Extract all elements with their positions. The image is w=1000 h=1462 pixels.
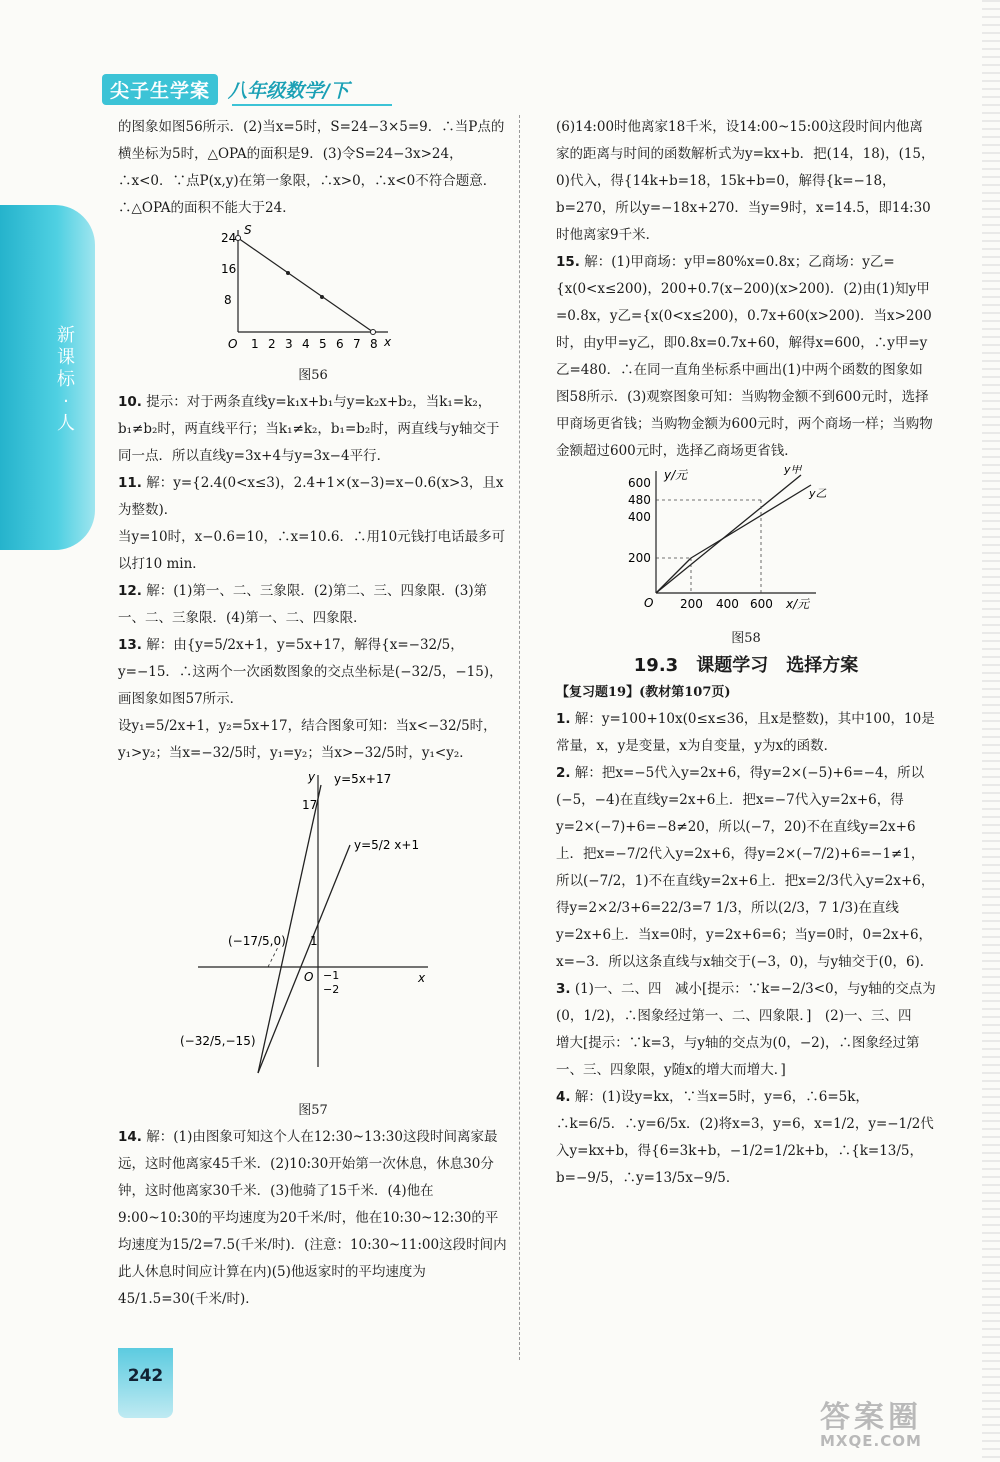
fig58-xtick-200: 200 (680, 597, 703, 611)
answer-text: 解：y=100+10x(0≤x≤36，且x是整数)，其中100，10是常量，x，y是变量，x为自变量，y为x的函数． (556, 711, 935, 754)
fig58-y-label: y/元 (664, 468, 688, 482)
fig57-line2-label: y=5/2 x+1 (354, 838, 420, 852)
fig56-s-label: S (244, 223, 252, 237)
fig56-xtick: 5 (319, 337, 327, 351)
answer-14 (118, 1124, 508, 1313)
fig57-tick-1: 1 (310, 934, 318, 948)
fig56-xtick: 2 (268, 337, 276, 351)
fig56-xtick: 6 (336, 337, 344, 351)
figure-58 (556, 465, 936, 615)
question-number: 14. (118, 1129, 142, 1145)
question-number: 11. (118, 475, 142, 491)
header-underline (232, 104, 392, 106)
figure-56-caption: 图56 (298, 368, 328, 383)
page-edge (982, 0, 1000, 1462)
question-number: 4. (556, 1089, 571, 1105)
question-number: 1. (556, 711, 571, 727)
brand-header (102, 74, 349, 104)
figure-56 (118, 222, 508, 352)
brand-logo: 尖子生学案 (102, 74, 218, 105)
page-number-tab (118, 1348, 173, 1418)
fig57-tick-m1: −1 (323, 969, 340, 982)
fig58-ytick-200: 200 (628, 551, 651, 565)
question-number: 10. (118, 394, 142, 410)
answer-13-continued: 设y₁=5/2x+1，y₂=5x+17，结合图象可知：当x<−32/5时，y₁>y₂；当x=−32/5时，y₁=y₂；当x>−32/5时，y₁<y₂． (118, 718, 497, 761)
question-number: 12. (118, 583, 142, 599)
fig58-ytick-600: 600 (628, 476, 651, 490)
question-number: 2. (556, 765, 571, 781)
answer-text: 解：y={2.4(0<x≤3)，2.4+1×(x−3)=x−0.6(x>3，且x为整数)． (118, 475, 504, 518)
fig56-ytick-24: 24 (221, 231, 237, 245)
fig57-x-label: x (418, 971, 426, 985)
fig57-y-label: y (308, 770, 316, 784)
fig56-xtick: 8 (370, 337, 378, 351)
section-title: 19.3 课题学习 选择方案 (633, 655, 859, 676)
question-number: 13. (118, 637, 142, 653)
figure-57 (118, 767, 508, 1087)
watermark (820, 1392, 922, 1450)
answer-14-part6: (6)14:00时他离家18千米，设14:00~15:00这段时间内他离家的距离与时间的函数解析式为y=kx+b．把(14，18)，(15，0)代入，得{14k+b=18，15k+b=0，解得{k=−18，b=270，所以y=−18x+270．当y=9时，x=14.5，即14:30时他离家9千米． (556, 119, 935, 243)
right-column (556, 114, 936, 1192)
fig57-line1-label: y=5x+17 (334, 772, 392, 786)
answer-text: 解：(1)由图象可知这个人在12:30~13:30这段时间离家最远，这时他离家45千米．(2)10:30开始第一次休息，休息30分钟，这时他离家30千米．(3)他骑了15千米．(4)他在9:00~10:30的平均速度为20千米/时，他在10:30~12:30的平均速度为15/2=7.5(千米/时)．(注意：10:30~11:00这段时间内此人休息时间应计算在内)(5)他返家时的平均速度为45/1.5=30(千米/时)． (118, 1129, 507, 1307)
fig56-xtick: 3 (285, 337, 293, 351)
fig56-xtick: 1 (251, 337, 259, 351)
answer-12 (118, 578, 508, 632)
answer-text: 解：(1)甲商场：y甲=80%x=0.8x；乙商场：y乙={x(0<x≤200)，200+0.7(x−200)(x>200)．(2)由(1)知y甲=0.8x，y乙={x(0<x≤200)，0.7x+60(x>200)．当x>200时，由y甲=y乙，即0.8x=0.7x+60，解得x=600，∴y甲=y乙=480．∴在同一直角坐标系中画出(1)中两个函数的图象如图58所示．(3)观察图象可知：当购物金额不到600元时，选择甲商场更省钱；当购物金额为600元时，两个商场一样；当购物金额超过600元时，选择乙商场更省钱． (556, 254, 933, 459)
answer-15 (556, 249, 936, 465)
fig57-origin: O (304, 970, 314, 984)
answer-text: 解：(1)第一、二、三象限．(2)第二、三、四象限．(3)第一、二、三象限．(4)第一、二、四象限． (118, 583, 488, 626)
fig56-xtick: 7 (353, 337, 361, 351)
fig58-xtick-600: 600 (750, 597, 773, 611)
fig58-xtick-400: 400 (716, 597, 739, 611)
book-subtitle: 八年级数学/下 (228, 79, 349, 102)
fig56-x-label: x (384, 335, 392, 349)
answer-text: (1)一、二、四 减小[提示：∵k=−2/3<0，与y轴的交点为(0，1/2)，∴图象经过第一、二、四象限．] (2)一、三、四 增大[提示：∵k=3，与y轴的交点为(0，−2)，∴图象经过第一、三、四象限，y随x的增大而增大．] (556, 981, 936, 1078)
fig57-point1: (−17/5,0) (228, 934, 286, 948)
fig58-origin: O (644, 596, 654, 610)
side-tab-label: 新课标·人 (57, 325, 75, 434)
review-answer-1 (556, 706, 936, 760)
fig58-line-b: y乙 (809, 487, 827, 500)
figure-57-caption: 图57 (298, 1103, 328, 1118)
page-number: 242 (127, 1366, 164, 1386)
answer-10 (118, 389, 508, 470)
fig56-xtick: 4 (302, 337, 310, 351)
question-number: 3. (556, 981, 571, 997)
answer-text: 解：由{y=5/2x+1，y=5x+17，解得{x=−32/5，y=−15．∴这两个一次函数图象的交点坐标是(−32/5，−15)，画图象如图57所示． (118, 637, 503, 707)
fig56-ytick-16: 16 (221, 262, 237, 276)
fig58-x-label: x/元 (786, 597, 810, 611)
fig57-tick-m2: −2 (323, 983, 340, 996)
fig58-ytick-480: 480 (628, 493, 651, 507)
fig58-line-a: y甲 (784, 465, 802, 476)
review-answer-3 (556, 976, 936, 1084)
answer-13 (118, 632, 508, 713)
review-heading: 【复习题19】(教材第107页) (556, 685, 731, 700)
fig58-ytick-400: 400 (628, 510, 651, 524)
column-divider (519, 115, 520, 1360)
left-column (118, 114, 508, 1313)
watermark-url: MXQE.COM (820, 1432, 922, 1450)
answer-11 (118, 470, 508, 524)
question-number: 15. (556, 254, 580, 270)
answer-text: 解：把x=−5代入y=2x+6，得y=2×(−5)+6=−4，所以(−5，−4)在直线y=2x+6上．把x=−7代入y=2x+6，得y=2×(−7)+6=−8≠20，所以(−7，20)不在直线y=2x+6上．把x=−7/2代入y=2x+6，得y=2×(−7/2)+6=−1≠1，所以(−7/2，1)不在直线y=2x+6上．把x=2/3代入y=2x+6，得y=2×2/3+6=22/3=7 1/3，所以(2/3，7 1/3)在直线y=2x+6上．当x=0时，y=2x+6=6；当y=0时，0=2x+6，x=−3．所以这条直线与x轴交于(−3，0)，与y轴交于(0，6)． (556, 765, 935, 970)
figure-58-caption: 图58 (731, 631, 761, 646)
fig57-tick-17: 17 (302, 798, 318, 812)
review-answer-4 (556, 1084, 936, 1192)
answer-9-continued: 的图象如图56所示．(2)当x=5时，S=24−3×5=9．∴当P点的横坐标为5时，△OPA的面积是9．(3)令S=24−3x>24，∴x<0．∵点P(x,y)在第一象限，∴x>0，∴x<0不符合题意．∴△OPA的面积不能大于24． (118, 119, 505, 216)
answer-text: 解：(1)设y=kx，∵当x=5时，y=6，∴6=5k，∴k=6/5．∴y=6/5x．(2)将x=3，y=6，x=1/2，y=−1/2代入y=kx+b，得{6=3k+b，−1/2=1/2k+b，∴{k=13/5，b=−9/5，∴y=13/5x−9/5． (556, 1089, 934, 1186)
fig56-origin: O (228, 337, 238, 351)
fig56-ytick-8: 8 (224, 293, 232, 307)
answer-text: 提示：对于两条直线y=k₁x+b₁与y=k₂x+b₂，当k₁=k₂，b₁≠b₂时，两直线平行；当k₁≠k₂，b₁=b₂时，两直线与y轴交于同一点．所以直线y=3x+4与y=3x−4平行． (118, 394, 500, 464)
answer-11-continued: 当y=10时，x−0.6=10，∴x=10.6．∴用10元钱打电话最多可以打10 min． (118, 529, 506, 572)
review-answer-2 (556, 760, 936, 976)
side-tab (0, 205, 95, 550)
watermark-logo: 答案圈 (820, 1400, 922, 1435)
fig57-point2: (−32/5,−15) (180, 1034, 256, 1048)
